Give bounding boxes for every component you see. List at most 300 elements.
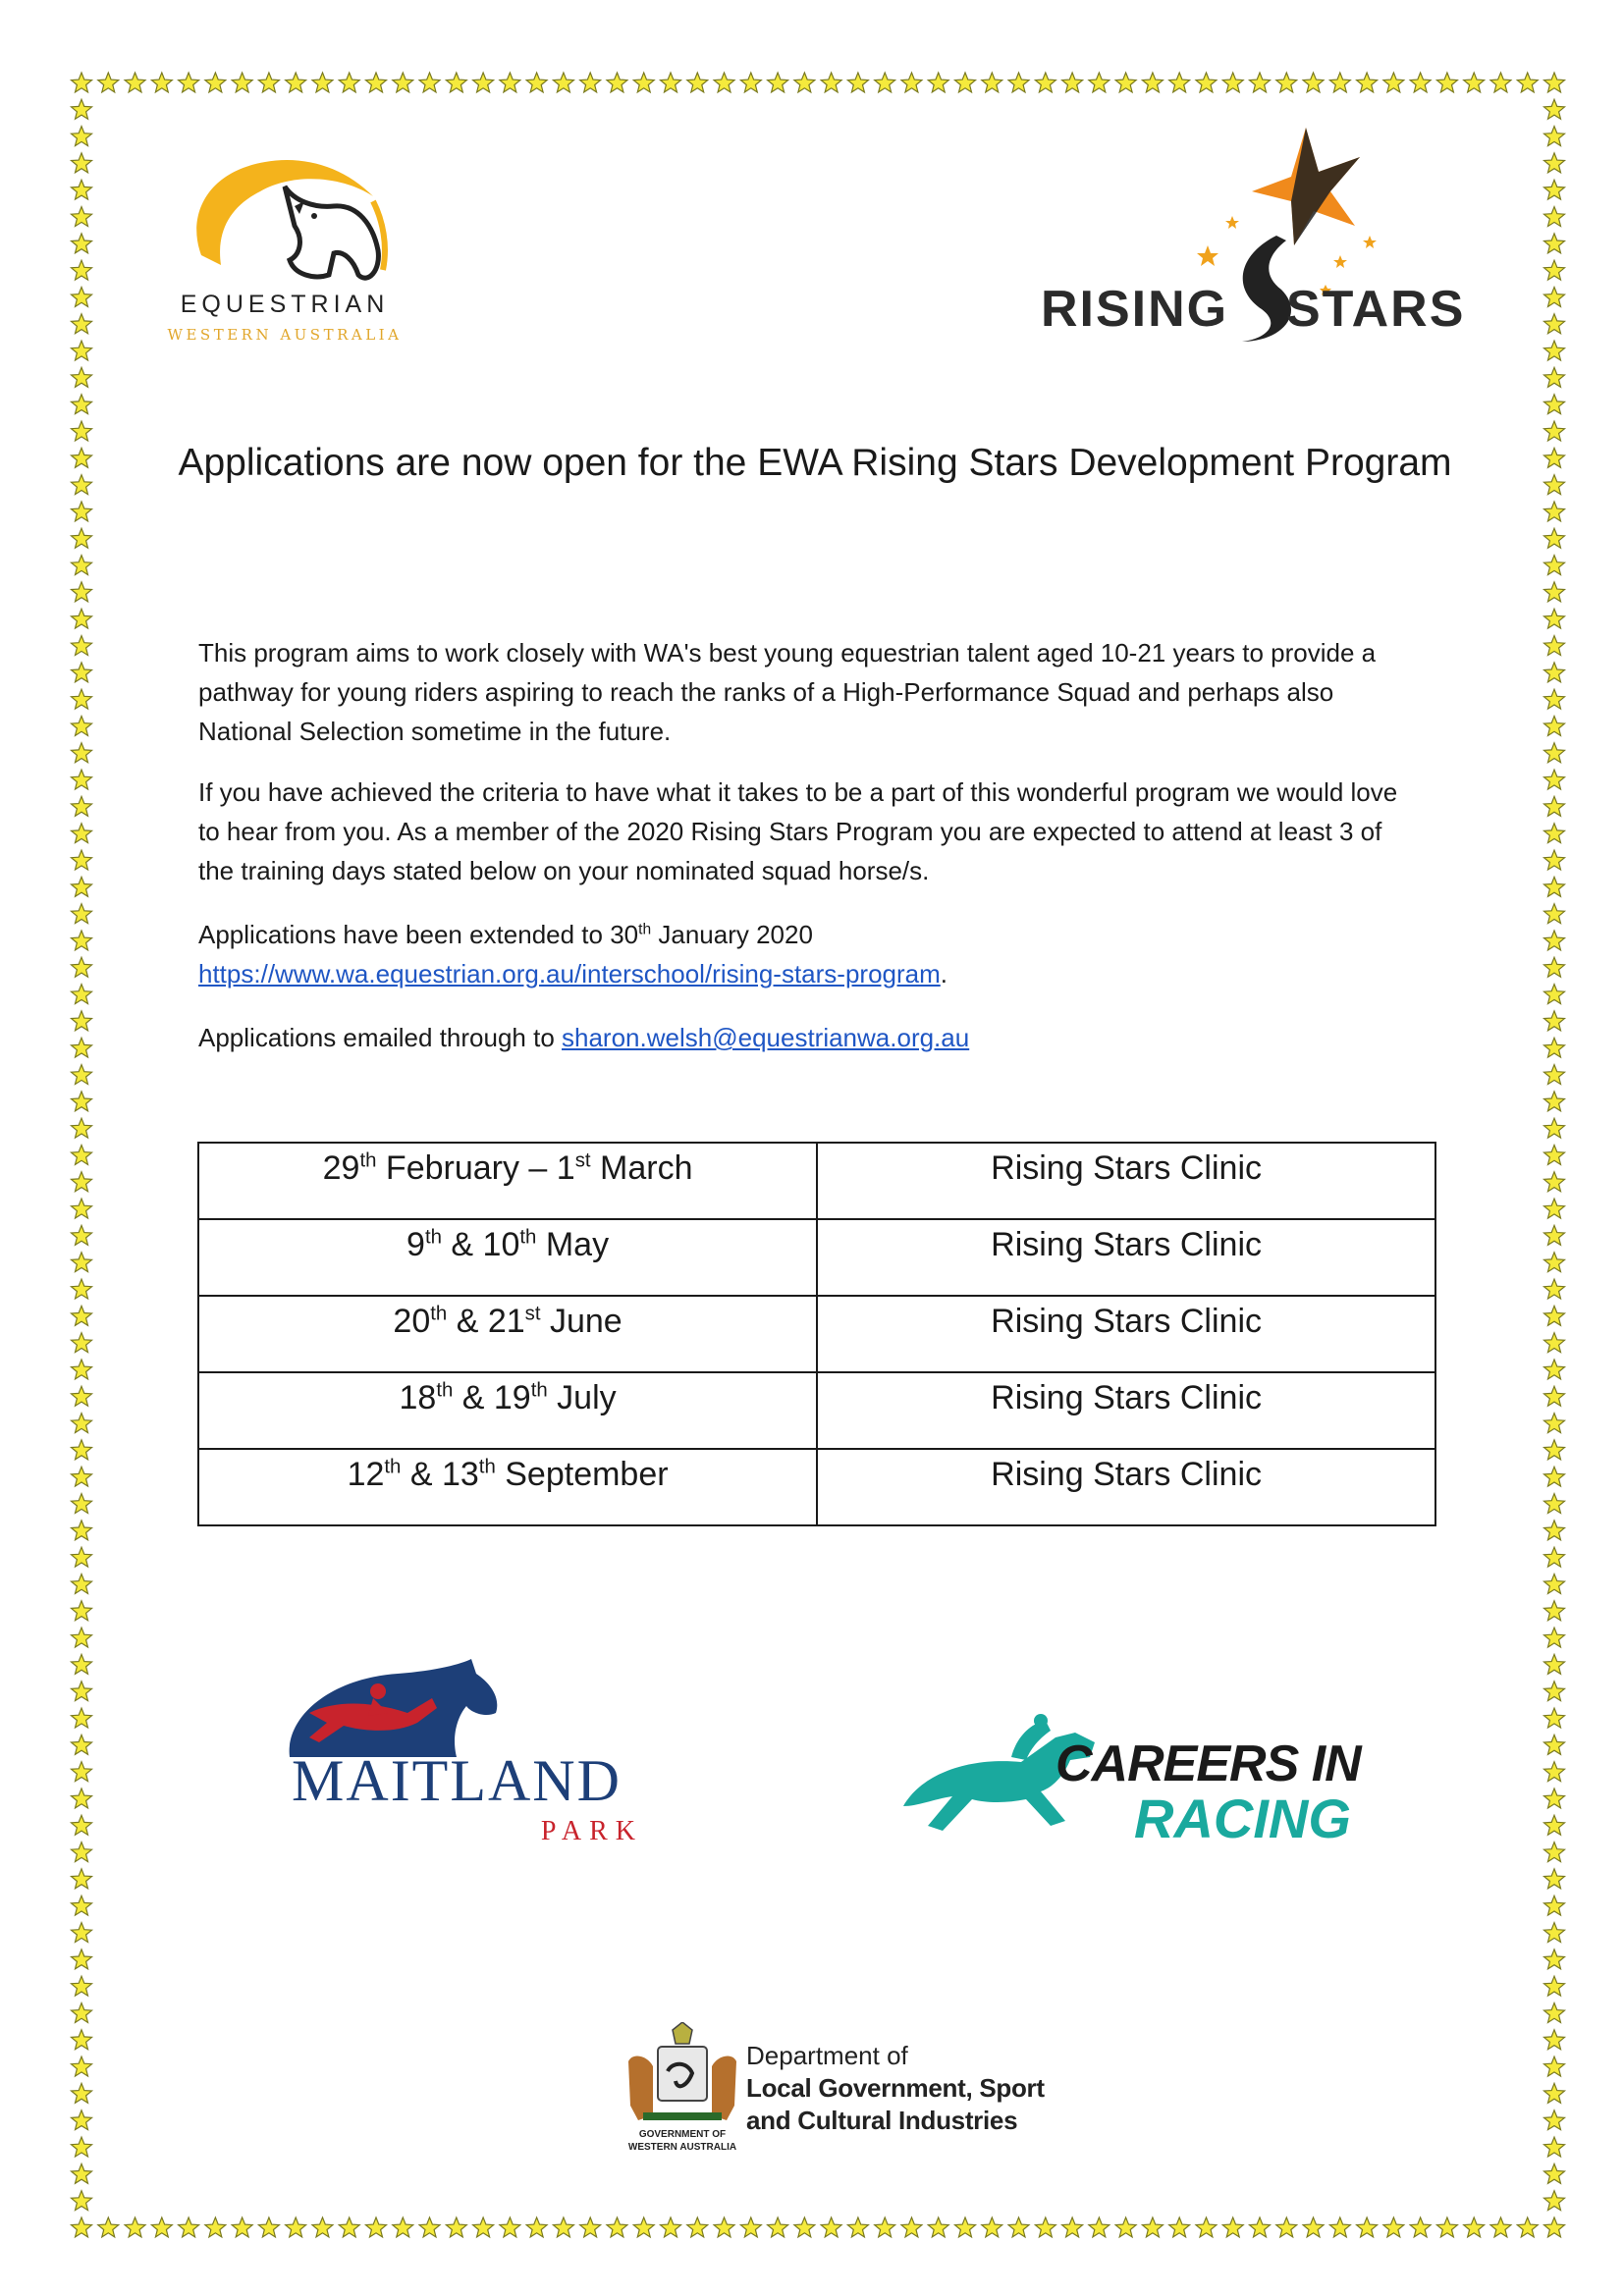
border-star — [1544, 824, 1565, 843]
border-star — [393, 2217, 413, 2237]
border-star — [72, 1386, 92, 1406]
date-part: st — [574, 1149, 591, 1172]
event-cell: Rising Stars Clinic — [817, 1219, 1435, 1296]
border-star — [72, 99, 92, 119]
border-star — [72, 1976, 92, 1996]
border-star — [72, 153, 92, 173]
border-star — [72, 1414, 92, 1433]
border-star — [1544, 609, 1565, 628]
border-star — [72, 877, 92, 896]
border-star — [1303, 2217, 1324, 2237]
border-star — [1544, 99, 1565, 119]
border-star — [72, 1333, 92, 1353]
border-star — [607, 2217, 627, 2237]
border-star — [982, 73, 1002, 92]
border-star — [72, 1762, 92, 1782]
border-star — [1544, 2163, 1565, 2183]
criteria-paragraph: If you have achieved the criteria to have what it takes to be a part of this wonderful program we would love to hear from you. As a member of the 2020 Rising Stars Program you are expected to attend at least 3 of the training days stated below on your nominated squad horse/s. — [198, 777, 1398, 885]
border-star — [1544, 1146, 1565, 1165]
border-star — [1544, 717, 1565, 736]
date-part: th — [478, 1456, 496, 1478]
border-star — [740, 73, 761, 92]
border-star — [72, 824, 92, 843]
border-star — [1544, 1386, 1565, 1406]
deadline-text: Applications have been extended to 30 — [198, 920, 639, 949]
border-star — [72, 1440, 92, 1460]
border-star — [526, 2217, 547, 2237]
border-star — [1544, 1172, 1565, 1192]
date-part: June — [540, 1303, 623, 1340]
border-star — [1196, 73, 1217, 92]
border-star — [687, 2217, 708, 2237]
date-part: & 19 — [453, 1379, 531, 1416]
border-star — [1008, 73, 1029, 92]
careers-in-word: CAREERS IN — [1056, 1735, 1361, 1792]
border-star — [1169, 2217, 1190, 2237]
border-star — [1329, 2217, 1350, 2237]
border-star — [72, 796, 92, 816]
border-star — [1464, 2217, 1485, 2237]
border-star — [955, 2217, 976, 2237]
date-part: th — [430, 1303, 448, 1325]
border-star — [1544, 743, 1565, 763]
border-star — [982, 2217, 1002, 2237]
border-star — [393, 73, 413, 92]
intro-paragraph: This program aims to work closely with WA's best young equestrian talent aged 10-21 years to provide a pathway for young riders aspiring to reach the ranks of a High-Performance Squad and perhaps also National Selection sometime in the future. — [198, 638, 1377, 746]
border-star — [714, 73, 734, 92]
ewa-word-equestrian: EQUESTRIAN — [180, 291, 390, 318]
border-star — [1196, 2217, 1217, 2237]
border-star — [1544, 689, 1565, 709]
border-star — [607, 73, 627, 92]
border-star — [768, 2217, 788, 2237]
gov-line-1: GOVERNMENT OF — [638, 2129, 727, 2140]
date-part: February – 1 — [376, 1149, 575, 1187]
ewa-word-wa: WESTERN AUSTRALIA — [167, 326, 403, 344]
park-word: PARK — [540, 1816, 643, 1846]
date-part: th — [384, 1456, 402, 1478]
border-star — [72, 1735, 92, 1754]
border-star — [1464, 73, 1485, 92]
date-part: & 10 — [441, 1226, 520, 1263]
deadline-month: January 2020 — [651, 920, 813, 949]
border-star — [1544, 770, 1565, 789]
border-star — [1544, 582, 1565, 602]
border-star — [232, 73, 252, 92]
border-star — [1436, 2217, 1457, 2237]
page-title: Applications are now open for the EWA Rising Stars Development Program — [178, 442, 1452, 484]
border-star — [1544, 1414, 1565, 1433]
border-star — [286, 2217, 306, 2237]
border-star — [1544, 2191, 1565, 2211]
border-star — [72, 743, 92, 763]
event-cell: Rising Stars Clinic — [817, 1143, 1435, 1219]
border-star — [72, 1092, 92, 1111]
border-star — [1410, 2217, 1431, 2237]
border-star — [928, 2217, 948, 2237]
border-star — [1544, 1333, 1565, 1353]
date-part: st — [524, 1303, 541, 1325]
border-star — [72, 850, 92, 870]
border-star — [580, 2217, 601, 2237]
border-star — [72, 609, 92, 628]
border-star — [768, 73, 788, 92]
border-star — [1357, 2217, 1378, 2237]
border-star — [1544, 1547, 1565, 1567]
border-star — [1544, 153, 1565, 173]
border-star — [72, 1038, 92, 1057]
stars-word: STARS — [1286, 281, 1466, 338]
border-star — [72, 2083, 92, 2103]
border-star — [714, 2217, 734, 2237]
border-star — [821, 73, 841, 92]
border-star — [1544, 2137, 1565, 2157]
border-star — [1544, 1279, 1565, 1299]
border-star — [1544, 475, 1565, 495]
border-star — [151, 73, 172, 92]
border-star — [1517, 73, 1538, 92]
border-star — [1544, 1949, 1565, 1969]
border-star — [1544, 1467, 1565, 1486]
border-star — [72, 1869, 92, 1889]
border-star — [72, 2003, 92, 2023]
border-star — [366, 2217, 387, 2237]
border-star — [500, 73, 520, 92]
border-star — [1544, 1306, 1565, 1325]
border-star — [553, 73, 573, 92]
border-star — [72, 582, 92, 602]
border-star — [1544, 1575, 1565, 1594]
border-star — [1544, 931, 1565, 950]
table-row — [198, 1143, 1435, 1219]
date-part: September — [495, 1456, 669, 1493]
border-star — [740, 2217, 761, 2237]
deadline-paragraph — [198, 915, 1416, 993]
border-star — [1544, 957, 1565, 977]
border-star — [72, 636, 92, 656]
border-star — [72, 448, 92, 467]
border-star — [1303, 73, 1324, 92]
careers-in-racing-logo — [893, 1713, 1424, 1850]
border-star — [72, 663, 92, 682]
border-star — [1544, 2030, 1565, 2050]
border-star — [72, 1923, 92, 1943]
border-star — [1544, 2056, 1565, 2076]
dept-line-2: Local Government, Sport — [746, 2073, 1045, 2103]
date-cell — [198, 1449, 817, 1525]
racing-word: RACING — [1134, 1788, 1351, 1849]
border-star — [1544, 1735, 1565, 1754]
border-star — [1250, 73, 1271, 92]
border-star — [473, 2217, 494, 2237]
border-star — [72, 1065, 92, 1085]
border-star — [72, 1708, 92, 1728]
border-star — [1544, 1708, 1565, 1728]
border-star — [72, 1575, 92, 1594]
border-star — [1222, 73, 1243, 92]
rising-word: RISING — [1041, 281, 1229, 338]
dept-line-3: and Cultural Industries — [746, 2106, 1018, 2135]
rising-stars-logo — [1021, 118, 1512, 344]
border-star — [72, 1225, 92, 1245]
border-star — [205, 2217, 226, 2237]
date-part: th — [519, 1226, 537, 1249]
border-star — [72, 770, 92, 789]
date-cell — [198, 1296, 817, 1372]
border-star — [1544, 367, 1565, 387]
horse-head-icon — [147, 147, 442, 294]
border-star — [1544, 1815, 1565, 1835]
border-star — [72, 1815, 92, 1835]
border-star — [901, 2217, 922, 2237]
border-star — [72, 1521, 92, 1540]
border-star — [1544, 288, 1565, 307]
border-star — [1544, 796, 1565, 816]
date-part: March — [590, 1149, 693, 1187]
border-star — [1544, 127, 1565, 146]
border-star — [553, 2217, 573, 2237]
schedule-table — [197, 1142, 1436, 1526]
border-star — [1544, 2003, 1565, 2023]
border-star — [1544, 1092, 1565, 1111]
border-star — [1035, 73, 1056, 92]
border-star — [1544, 448, 1565, 467]
deadline-suffix: th — [638, 921, 652, 938]
border-star — [72, 1628, 92, 1647]
border-star — [72, 1949, 92, 1969]
border-star — [1544, 1654, 1565, 1674]
border-star — [1008, 2217, 1029, 2237]
border-star — [72, 1011, 92, 1031]
border-star — [1544, 663, 1565, 682]
border-star — [72, 1172, 92, 1192]
border-star — [1062, 73, 1083, 92]
border-star — [1544, 528, 1565, 548]
border-star — [151, 2217, 172, 2237]
border-star — [286, 73, 306, 92]
border-star — [1062, 2217, 1083, 2237]
border-star — [1544, 1869, 1565, 1889]
border-star — [1222, 2217, 1243, 2237]
border-star — [1544, 1038, 1565, 1057]
border-star — [1544, 1789, 1565, 1808]
border-star — [1544, 341, 1565, 360]
email-prefix: Applications emailed through to — [198, 1023, 563, 1052]
border-star — [312, 2217, 333, 2237]
border-star — [1544, 1682, 1565, 1701]
border-star — [1490, 73, 1511, 92]
date-part: 18 — [399, 1379, 437, 1416]
border-star — [1142, 73, 1163, 92]
border-star — [1544, 260, 1565, 280]
border-star — [1544, 73, 1565, 92]
border-star — [72, 1682, 92, 1701]
border-star — [1544, 1225, 1565, 1245]
border-star — [72, 689, 92, 709]
border-star — [125, 73, 145, 92]
border-star — [1276, 73, 1297, 92]
border-star — [419, 2217, 440, 2237]
event-cell: Rising Stars Clinic — [817, 1296, 1435, 1372]
border-star — [1436, 73, 1457, 92]
equestrian-wa-logo — [147, 147, 442, 353]
border-star — [339, 2217, 359, 2237]
border-star — [473, 73, 494, 92]
border-star — [1250, 2217, 1271, 2237]
border-star — [258, 2217, 279, 2237]
border-star — [72, 985, 92, 1004]
border-star — [72, 1654, 92, 1674]
border-star — [580, 73, 601, 92]
border-star — [901, 73, 922, 92]
border-star — [72, 2163, 92, 2183]
border-star — [72, 2137, 92, 2157]
border-star — [72, 1601, 92, 1621]
border-star — [955, 73, 976, 92]
border-star — [72, 528, 92, 548]
border-star — [1357, 73, 1378, 92]
border-star — [72, 1199, 92, 1218]
border-star — [661, 73, 681, 92]
border-star — [72, 260, 92, 280]
border-star — [72, 234, 92, 253]
dept-line-1: Department of — [746, 2041, 908, 2070]
border-star — [1544, 314, 1565, 334]
border-star — [794, 73, 815, 92]
border-star — [72, 556, 92, 575]
border-star — [1115, 2217, 1136, 2237]
border-star — [1544, 1199, 1565, 1218]
border-star — [339, 73, 359, 92]
border-star — [72, 1789, 92, 1808]
department-name — [746, 2040, 1045, 2137]
border-star — [1544, 877, 1565, 896]
border-star — [1169, 73, 1190, 92]
border-star — [1544, 1628, 1565, 1647]
border-star — [366, 73, 387, 92]
program-link[interactable]: https://www.wa.equestrian.org.au/interschool/rising-stars-program — [198, 959, 941, 988]
table-row — [198, 1219, 1435, 1296]
date-part: 20 — [393, 1303, 431, 1340]
table-row — [198, 1449, 1435, 1525]
maitland-park-logo — [250, 1659, 663, 1855]
border-star — [1544, 2110, 1565, 2130]
border-star — [1544, 2217, 1565, 2237]
border-star — [72, 288, 92, 307]
border-star — [446, 2217, 466, 2237]
border-star — [72, 2191, 92, 2211]
border-star — [72, 1494, 92, 1514]
border-star — [1544, 1011, 1565, 1031]
border-star — [847, 2217, 868, 2237]
date-part: th — [436, 1379, 454, 1402]
border-star — [72, 502, 92, 521]
border-star — [1544, 1494, 1565, 1514]
border-star — [72, 180, 92, 199]
border-star — [72, 1360, 92, 1379]
border-star — [72, 1467, 92, 1486]
border-star — [1544, 421, 1565, 441]
department-logo — [609, 2022, 1060, 2179]
border-star — [633, 2217, 654, 2237]
border-star — [72, 717, 92, 736]
border-star — [847, 73, 868, 92]
border-star — [1544, 850, 1565, 870]
border-star — [72, 2056, 92, 2076]
border-star — [179, 2217, 199, 2237]
border-star — [526, 73, 547, 92]
date-part: July — [547, 1379, 617, 1416]
border-star — [1544, 1976, 1565, 1996]
border-star — [1089, 73, 1110, 92]
border-star — [1517, 2217, 1538, 2237]
border-star — [1544, 904, 1565, 924]
border-star — [72, 395, 92, 414]
date-cell — [198, 1143, 817, 1219]
border-star — [1383, 73, 1404, 92]
border-star — [446, 73, 466, 92]
border-star — [72, 207, 92, 227]
border-star — [98, 2217, 119, 2237]
date-cell — [198, 1219, 817, 1296]
event-cell: Rising Stars Clinic — [817, 1449, 1435, 1525]
border-star — [72, 1547, 92, 1567]
border-star — [98, 73, 119, 92]
border-star — [72, 2030, 92, 2050]
date-part: 29 — [322, 1149, 360, 1187]
border-star — [72, 1896, 92, 1915]
border-star — [258, 73, 279, 92]
date-part: & 21 — [447, 1303, 525, 1340]
date-part: & 13 — [401, 1456, 479, 1493]
date-part: 12 — [347, 1456, 385, 1493]
border-star — [875, 2217, 895, 2237]
border-star — [1544, 985, 1565, 1004]
border-star — [1544, 2083, 1565, 2103]
border-star — [500, 2217, 520, 2237]
border-star — [1544, 207, 1565, 227]
border-star — [1115, 73, 1136, 92]
maitland-word: MAITLAND — [292, 1748, 622, 1813]
gov-line-2: WESTERN AUSTRALIA — [627, 2142, 737, 2153]
wa-coat-of-arms-icon — [609, 2022, 756, 2130]
period: . — [940, 959, 947, 988]
email-link[interactable]: sharon.welsh@equestrianwa.org.au — [562, 1023, 970, 1052]
border-star — [1544, 1521, 1565, 1540]
date-part: May — [536, 1226, 610, 1263]
border-star — [72, 367, 92, 387]
border-star — [72, 957, 92, 977]
table-row — [198, 1296, 1435, 1372]
border-star — [1410, 73, 1431, 92]
border-star — [205, 73, 226, 92]
government-caption — [609, 2128, 756, 2154]
email-paragraph — [198, 1018, 1416, 1057]
border-star — [72, 1146, 92, 1165]
date-part: th — [530, 1379, 548, 1402]
border-star — [72, 1118, 92, 1138]
border-star — [72, 2217, 92, 2237]
border-star — [1544, 395, 1565, 414]
border-star — [1544, 1065, 1565, 1085]
border-star — [72, 73, 92, 92]
border-star — [72, 1306, 92, 1325]
border-star — [1544, 1118, 1565, 1138]
border-star — [125, 2217, 145, 2237]
border-star — [72, 2110, 92, 2130]
table-row — [198, 1372, 1435, 1449]
border-star — [179, 73, 199, 92]
